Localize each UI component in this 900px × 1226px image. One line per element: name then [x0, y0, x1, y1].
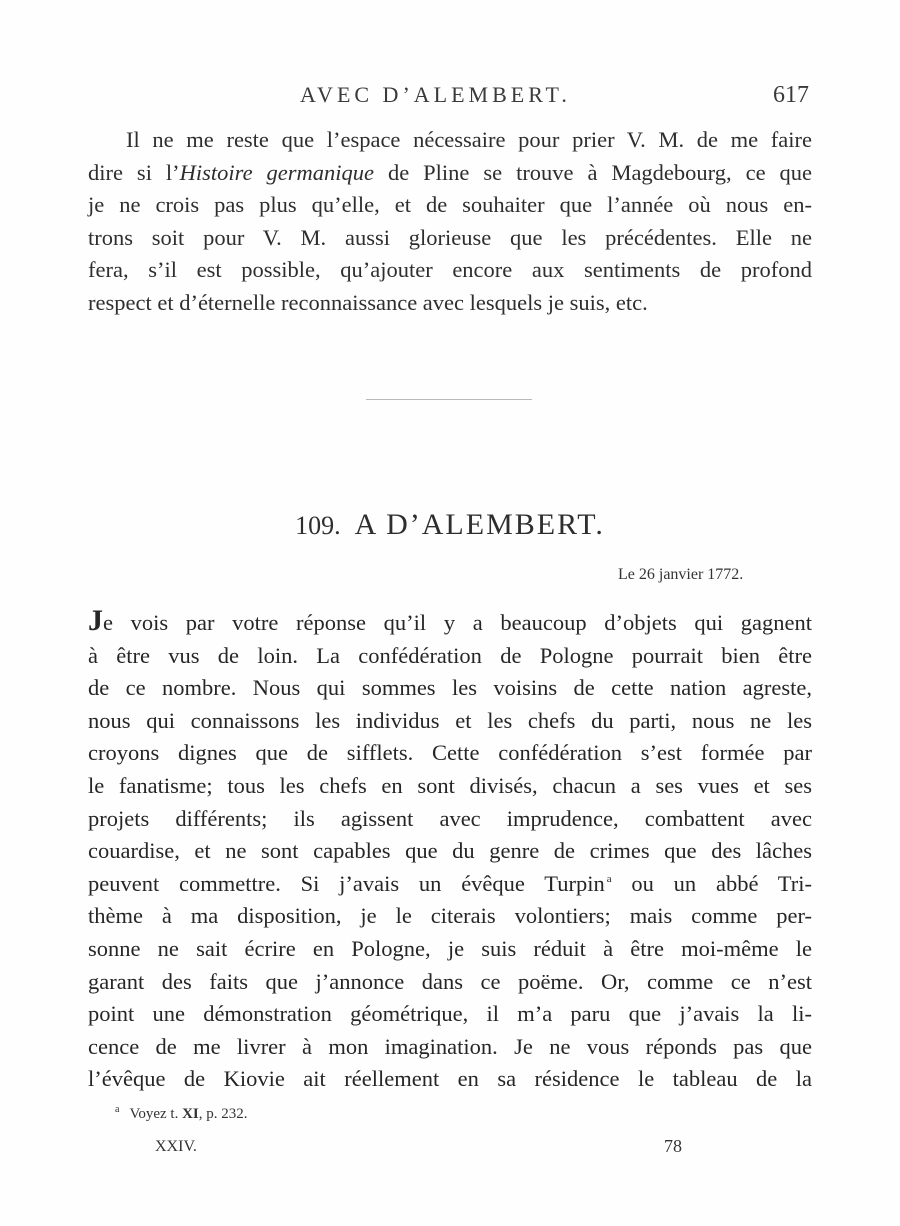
letter-heading	[0, 508, 900, 542]
letter-date: Le 26 janvier 1772.	[618, 566, 744, 583]
text-run: dire si l’	[88, 159, 180, 185]
book-title: Histoire germanique	[179, 159, 375, 185]
footnote-mark: a	[115, 1104, 120, 1115]
footnote-volume: XI	[182, 1106, 199, 1122]
text-line: couardise, et ne sont capables que du genre de crimes que des lâches	[88, 838, 812, 864]
text-line: croyons dignes que de sifflets. Cette confédération s’est formée par	[88, 740, 812, 766]
text-run: de Pline se trouve à Magdebourg, ce que	[374, 159, 813, 185]
footnote	[115, 1104, 248, 1123]
text-line: je ne crois pas plus qu’elle, et de souhaiter que l’année où nous en-	[88, 192, 812, 218]
footnote-text: , p. 232.	[198, 1106, 248, 1122]
previous-letter-closing	[88, 124, 812, 320]
text-run: peuvent commettre. Si j’avais un évêque Turpin	[88, 870, 605, 896]
letter-title: A D’ALEMBERT.	[354, 508, 605, 541]
text-line: nous qui connaissons les individus et les chefs du parti, nous ne les	[88, 707, 812, 733]
letter-number: 109.	[295, 511, 341, 540]
text-line: le fanatisme; tous les chefs en sont divisés, chacun a ses vues et ses	[88, 772, 812, 798]
text-line: garant des faits que j’annonce dans ce poëme. Or, comme ce n’est	[88, 968, 812, 994]
footnote-text: Voyez t.	[129, 1106, 183, 1122]
text-line: respect et d’éternelle reconnaissance avec lesquels je suis, etc.	[88, 289, 648, 315]
text-line: Il ne me reste que l’espace nécessaire pour prier V. M. de me faire	[126, 127, 812, 152]
page-number: 617	[773, 82, 809, 108]
text-line: à être vus de loin. La confédération de Pologne pourrait bien être	[88, 642, 812, 668]
text-line: thème à ma disposition, je le citerais volontiers; mais comme per-	[88, 903, 812, 929]
text-run: ou un abbé Tri-	[611, 870, 812, 896]
text-line: l’évêque de Kiovie ait réellement en sa résidence le tableau de la	[88, 1066, 812, 1092]
section-separator	[366, 399, 532, 400]
signature-sheet-number: 78	[664, 1136, 682, 1156]
text-line	[88, 604, 812, 640]
text-line: projets différents; ils agissent avec imprudence, combattent avec	[88, 805, 812, 831]
running-title: AVEC D’ALEMBERT.	[300, 82, 571, 107]
text-line	[88, 868, 812, 901]
letter-body	[88, 604, 812, 1096]
text-line: trons soit pour V. M. aussi glorieuse que les précédentes. Elle ne	[88, 224, 812, 250]
text-line: sonne ne sait écrire en Pologne, je suis réduit à être moi-même le	[88, 935, 812, 961]
text-line: de ce nombre. Nous qui sommes les voisins de cette nation agreste,	[88, 675, 812, 701]
signature-volume: XXIV.	[155, 1138, 197, 1155]
running-head	[0, 82, 900, 112]
text-line: fera, s’il est possible, qu’ajouter encore aux sentiments de profond	[88, 257, 812, 283]
footnote-reference[interactable]: a	[606, 873, 612, 886]
text-run: e vois par votre réponse qu’il y a beaucoup d’objets qui gagnent	[103, 610, 812, 635]
text-line	[88, 157, 812, 190]
text-line: point une démonstration géométrique, il m’a paru que j’avais la li-	[88, 1001, 812, 1027]
text-line: cence de me livrer à mon imagination. Je ne vous réponds pas que	[88, 1033, 812, 1059]
drop-cap: J	[88, 604, 103, 637]
